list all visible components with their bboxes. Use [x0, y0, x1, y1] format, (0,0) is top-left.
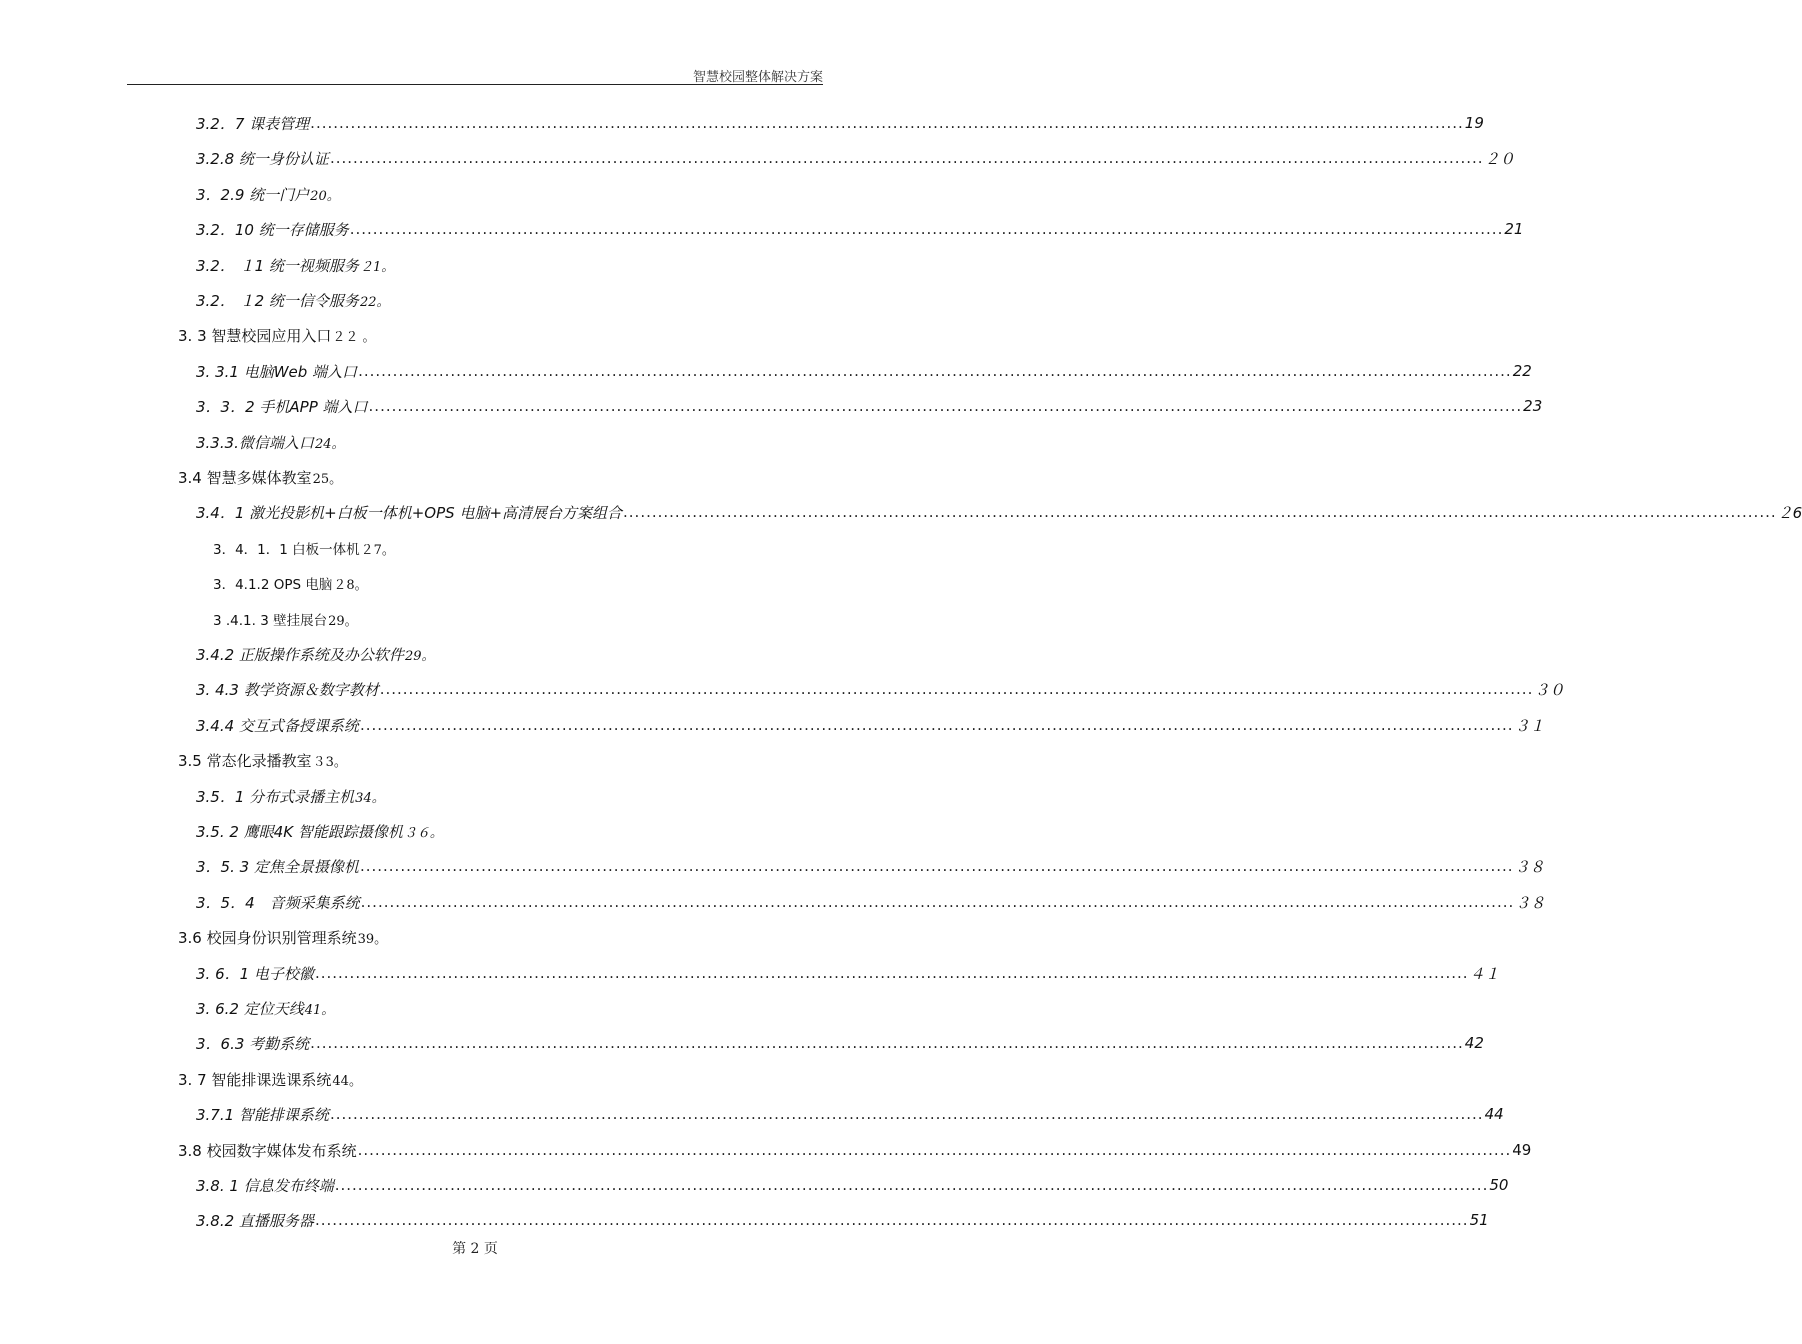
- toc-entry-label: 3.8.2 直播服务器: [196, 1211, 314, 1230]
- dot-leader: ........................................................................................................................................................................................................: [310, 114, 1464, 132]
- toc-entry-page-number: 21: [1504, 220, 1524, 238]
- dot-leader: ........................................................................................................................................................................................................: [329, 1105, 1484, 1123]
- dot-leader: ........................................................................................................................................................................................................: [358, 362, 1512, 380]
- toc-entry[interactable]: [196, 147, 1515, 169]
- toc-entry-page-number: 42: [1464, 1034, 1484, 1052]
- dot-leader: ........................................................................................................................................................................................................: [357, 1141, 1512, 1159]
- dot-leader: ........................................................................................................................................................................................................: [379, 680, 1534, 698]
- toc-entry[interactable]: [178, 926, 387, 948]
- toc-entry-page-number: 51: [1469, 1211, 1489, 1229]
- toc-entry-page-number: ２1。: [359, 259, 395, 275]
- toc-entry-page-number: 22: [1512, 362, 1532, 380]
- toc-entry-label: 3.4.2 正版操作系统及办公软件: [196, 645, 404, 664]
- toc-entry-label: 3．4.1.2 OPS 电脑: [213, 577, 333, 593]
- toc-entry-label: 3.3.3.微信端入口: [196, 433, 314, 452]
- toc-entry-page-number: ２8。: [333, 577, 368, 593]
- toc-entry[interactable]: [178, 324, 376, 346]
- toc-entry-page-number: ３１: [1514, 716, 1545, 735]
- toc-entry-page-number: 24。: [314, 436, 345, 452]
- toc-entry[interactable]: [196, 501, 1802, 523]
- toc-entry-label: 3.2．7 课表管理: [196, 114, 310, 133]
- toc-entry[interactable]: [196, 997, 334, 1019]
- toc-entry-label: 3. 4.3 教学资源＆数字教材: [196, 680, 379, 699]
- dot-leader: ........................................................................................................................................................................................................: [368, 397, 1523, 415]
- toc-entry-page-number: ３８: [1515, 893, 1546, 912]
- toc-entry[interactable]: [213, 608, 358, 630]
- toc-entry-label: 3.5．1 分布式录播主机: [196, 787, 355, 806]
- toc-entry-label: 3.8 校园数字媒体发布系统: [178, 1141, 357, 1160]
- toc-entry-label: 3．5．4 音频采集系统: [196, 893, 360, 912]
- toc-entry-page-number: ３3。: [312, 754, 347, 770]
- toc-entry-page-number: ２０: [1484, 149, 1515, 168]
- toc-entry[interactable]: [196, 183, 340, 205]
- toc-entry-label: 3.2．10 统一存储服务: [196, 220, 349, 239]
- toc-entry[interactable]: [196, 289, 389, 311]
- toc-entry-page-number: 25。: [312, 471, 343, 487]
- page-number: 第 2 页: [452, 1241, 498, 1257]
- dot-leader: ........................................................................................................................................................................................................: [334, 1176, 1489, 1194]
- toc-entry-page-number: 50: [1489, 1176, 1509, 1194]
- dot-leader: ........................................................................................................................................................................................................: [360, 893, 1515, 911]
- toc-entry[interactable]: [213, 572, 368, 594]
- toc-entry-page-number: ３０: [1534, 680, 1565, 699]
- toc-entry[interactable]: [213, 537, 395, 559]
- toc-entry[interactable]: [196, 395, 1543, 417]
- toc-entry-page-number: ４１: [1469, 964, 1500, 983]
- toc-entry[interactable]: [178, 1139, 1532, 1161]
- toc-entry-label: 3.8. 1 信息发布终端: [196, 1176, 334, 1195]
- dot-leader: ........................................................................................................................................................................................................: [314, 964, 1469, 982]
- toc-entry-label: 3．6.3 考勤系统: [196, 1034, 310, 1053]
- toc-entry-page-number: ２7。: [360, 542, 395, 558]
- toc-entry-page-number: 19: [1464, 114, 1484, 132]
- toc-entry[interactable]: [196, 431, 344, 453]
- toc-entry[interactable]: [196, 820, 443, 842]
- toc-entry-page-number: ２6: [1777, 503, 1802, 522]
- toc-entry-label: 3.5 常态化录播教室: [178, 751, 312, 770]
- toc-entry[interactable]: [196, 962, 1500, 984]
- dot-leader: ........................................................................................................................................................................................................: [310, 1034, 1464, 1052]
- toc-entry-label: 3. 6．1 电子校徽: [196, 964, 314, 983]
- toc-entry-label: 3.2． １1 统一视频服务: [196, 256, 359, 275]
- toc-entry-label: 3 .4.1. 3 壁挂展台: [213, 613, 328, 629]
- toc-entry[interactable]: [178, 749, 347, 771]
- toc-entry-page-number: ２２ 。: [332, 329, 376, 345]
- toc-entry[interactable]: [196, 855, 1545, 877]
- header-title: 智慧校园整体解决方案: [692, 70, 823, 85]
- toc-entry-page-number: 22。: [359, 294, 390, 310]
- toc-entry-label: 3.2． １2 统一信令服务: [196, 291, 359, 310]
- toc-entry-label: 3.6 校园身份识别管理系统: [178, 928, 357, 947]
- toc-entry[interactable]: [196, 254, 394, 276]
- toc-entry-label: 3. 7 智能排课选课系统: [178, 1070, 332, 1089]
- toc-entry[interactable]: [196, 714, 1545, 736]
- toc-entry[interactable]: [196, 891, 1546, 913]
- toc-entry[interactable]: [196, 1032, 1484, 1054]
- toc-entry[interactable]: [178, 466, 342, 488]
- dot-leader: ........................................................................................................................................................................................................: [359, 857, 1514, 875]
- toc-entry[interactable]: [196, 1103, 1504, 1125]
- toc-entry-label: 3. 3 智慧校园应用入口: [178, 326, 332, 345]
- toc-entry[interactable]: [196, 360, 1532, 382]
- toc-entry[interactable]: [196, 218, 1524, 240]
- toc-entry-page-number: 44: [1484, 1105, 1504, 1123]
- toc-entry-label: 3.4 智慧多媒体教室: [178, 468, 312, 487]
- toc-entry-page-number: 29。: [328, 613, 358, 629]
- toc-entry-page-number: 20。: [310, 188, 340, 204]
- toc-entry[interactable]: [196, 678, 1565, 700]
- toc-entry-page-number: ３８: [1514, 857, 1545, 876]
- toc-entry-label: 3.2.8 统一身份认证: [196, 149, 329, 168]
- toc-entry-page-number: 34。: [355, 790, 385, 806]
- toc-entry-label: 3.5. 2 鹰眼4K 智能跟踪摄像机: [196, 822, 403, 841]
- toc-entry-label: 3.4.4 交互式备授课系统: [196, 716, 359, 735]
- toc-entry-page-number: 41。: [304, 1002, 335, 1018]
- toc-entry-page-number: 23: [1523, 397, 1543, 415]
- toc-entry-label: 3．5. 3 定焦全景摄像机: [196, 857, 359, 876]
- toc-entry[interactable]: [178, 1068, 362, 1090]
- toc-entry-label: 3. 6.2 定位天线: [196, 999, 304, 1018]
- toc-entry[interactable]: [196, 1209, 1489, 1231]
- dot-leader: ........................................................................................................................................................................................................: [623, 503, 1777, 521]
- toc-entry[interactable]: [196, 112, 1484, 134]
- toc-entry-label: 3．2.9 统一门户: [196, 185, 310, 204]
- toc-entry-label: 3.7.1 智能排课系统: [196, 1105, 329, 1124]
- dot-leader: ........................................................................................................................................................................................................: [314, 1211, 1469, 1229]
- toc-entry-page-number: ３６。: [403, 825, 443, 841]
- toc-entry-label: 3. 3.1 电脑Web 端入口: [196, 362, 358, 381]
- toc-entry-label: 3．3．2 手机APP 端入口: [196, 397, 368, 416]
- toc-entry-page-number: 49: [1512, 1141, 1532, 1159]
- toc-entry-page-number: 39。: [357, 931, 388, 947]
- toc-entry[interactable]: [196, 1174, 1509, 1196]
- toc-entry-label: 3.4．1 激光投影机+白板一体机+OPS 电脑+高清展台方案组合: [196, 503, 623, 522]
- dot-leader: ........................................................................................................................................................................................................: [349, 220, 1504, 238]
- toc-entry[interactable]: [196, 643, 434, 665]
- dot-leader: ........................................................................................................................................................................................................: [329, 149, 1484, 167]
- dot-leader: ........................................................................................................................................................................................................: [359, 716, 1514, 734]
- toc-entry-page-number: 44。: [332, 1073, 362, 1089]
- header-divider: [127, 84, 823, 85]
- toc-entry-label: 3．4．1．1 白板一体机: [213, 542, 360, 558]
- toc-entry-page-number: 29。: [404, 648, 435, 664]
- toc-entry[interactable]: [196, 785, 385, 807]
